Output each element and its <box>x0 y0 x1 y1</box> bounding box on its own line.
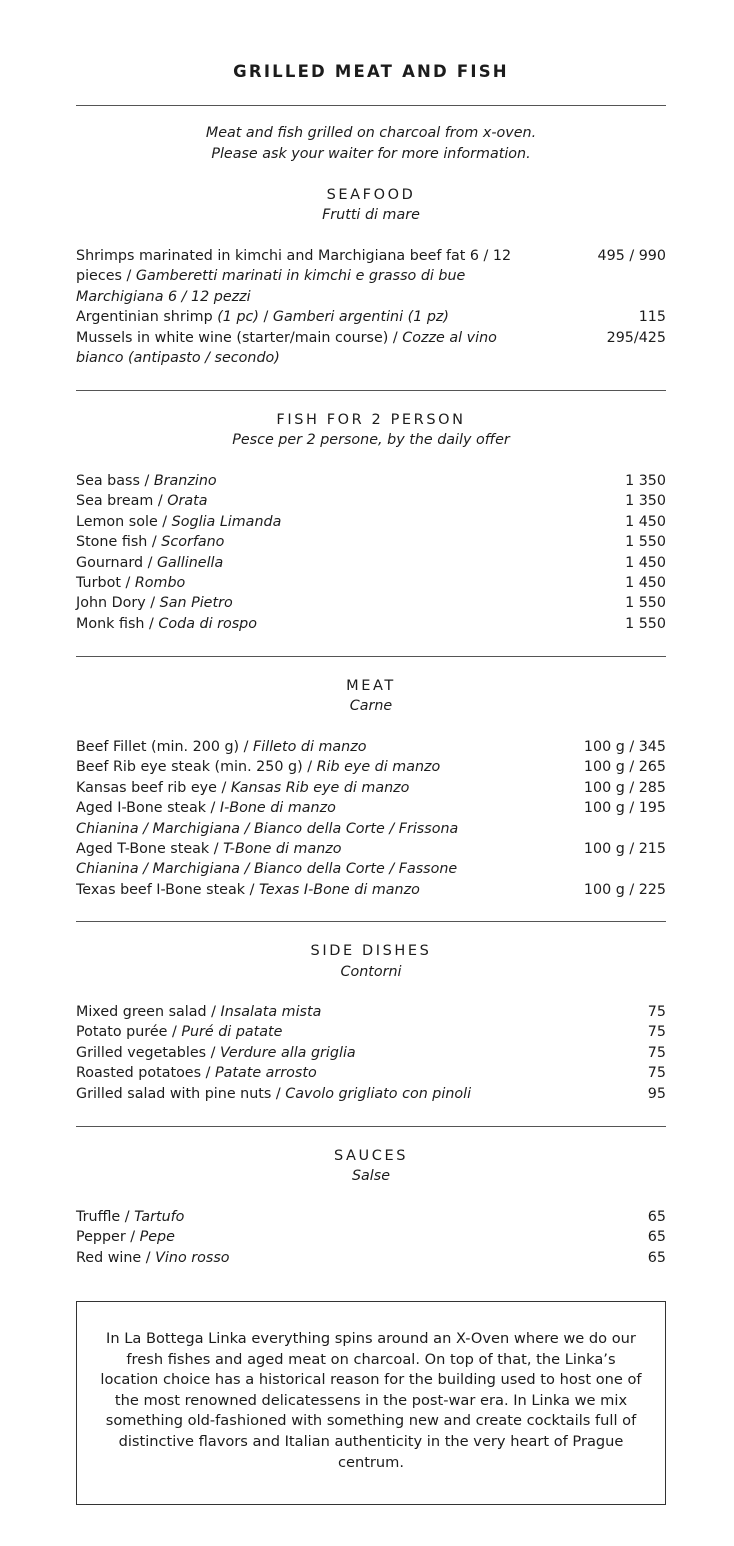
item-name: Kansas beef rib eye / <box>76 779 231 796</box>
item-price: 75 <box>647 1024 666 1041</box>
item-name-italian: Cavolo grigliato con pinoli <box>285 1085 472 1102</box>
menu-item <box>76 553 666 573</box>
item-name: Grilled vegetables / <box>76 1044 220 1061</box>
menu-item <box>76 1207 666 1227</box>
item-price: 95 <box>647 1085 666 1102</box>
about-box <box>76 1301 666 1505</box>
item-name-italian: Gallinella <box>156 554 224 571</box>
item-name-italian: Rib eye di manzo <box>316 759 441 776</box>
item-name-italian: Insalata mista <box>220 1004 322 1020</box>
item-name-italian: Rombo <box>134 575 186 592</box>
item-name: Potato purée / <box>76 1024 182 1041</box>
menu-item <box>76 880 666 900</box>
item-name: Roasted potatoes / <box>76 1065 215 1082</box>
item-name: Beef Fillet (min. 200 g) / <box>76 739 254 755</box>
divider <box>76 105 666 106</box>
section-subheading-meat: Carne <box>349 698 393 714</box>
page-title: GRILLED MEAT AND FISH <box>233 62 509 81</box>
item-price: 65 <box>647 1209 666 1225</box>
menu-item <box>76 1227 666 1247</box>
item-name: Lemon sole / <box>76 513 172 530</box>
menu-item <box>76 1022 666 1042</box>
section-heading-sauces: SAUCES <box>333 1148 409 1164</box>
item-name-italian: Verdure alla griglia <box>219 1044 356 1061</box>
item-name-italian: Orata <box>167 493 208 510</box>
menu-item <box>76 737 666 757</box>
menu-item <box>76 593 666 613</box>
item-name: Grilled salad with pine nuts / <box>76 1085 286 1102</box>
sides-list <box>76 1002 666 1104</box>
item-name: Beef Rib eye steak (min. 250 g) / <box>76 759 317 776</box>
section-subheading-sides: Contorni <box>340 964 402 980</box>
item-price: 100 g / 195 <box>583 800 666 817</box>
item-price: 75 <box>647 1004 666 1020</box>
item-separator: / <box>258 309 273 326</box>
item-price: 100 g / 225 <box>583 881 666 898</box>
item-price: 65 <box>647 1249 666 1266</box>
item-name-italian: Filleto di manzo <box>253 739 367 755</box>
item-name: Mussels in white wine (starter/main course) / <box>76 329 403 346</box>
item-name-italian: T-Bone di manzo <box>223 841 342 858</box>
item-price: 75 <box>647 1065 666 1082</box>
menu-item <box>76 1248 666 1268</box>
item-price: 295/425 <box>606 329 666 346</box>
item-name: Aged T-Bone steak / <box>76 841 224 858</box>
item-price: 100 g / 265 <box>583 759 666 776</box>
menu-item <box>76 839 666 859</box>
item-name: Gournard / <box>76 554 157 571</box>
item-price: 1 550 <box>625 615 666 632</box>
intro-text <box>76 123 666 165</box>
item-name-italian: Scorfano <box>161 534 225 551</box>
menu-item <box>76 246 666 307</box>
menu-item <box>76 573 666 593</box>
item-name: Stone fish / <box>76 534 162 551</box>
divider <box>76 390 666 391</box>
item-name-italian: San Pietro <box>159 595 233 612</box>
item-name-italian: Texas I-Bone di manzo <box>258 881 420 898</box>
item-name: Turbot / <box>76 575 135 592</box>
item-note: Chianina / Marchigiana / Bianco della Corte / Frissona <box>76 820 459 837</box>
section-subheading-fish: Pesce per 2 persone, by the daily offer <box>232 432 510 448</box>
item-name: Truffle / <box>76 1209 135 1225</box>
sauces-list <box>76 1207 666 1268</box>
item-name-italian: Pepe <box>139 1229 175 1246</box>
menu-item <box>76 328 666 369</box>
item-name: Aged I-Bone steak / <box>76 800 220 817</box>
item-name-italian: Tartufo <box>134 1209 185 1225</box>
section-subheading-sauces: Salse <box>351 1168 391 1184</box>
item-price: 115 <box>638 309 666 326</box>
item-name: Red wine / <box>76 1249 156 1266</box>
item-price: 75 <box>647 1044 666 1061</box>
item-note: Chianina / Marchigiana / Bianco della Corte / Fassone <box>76 861 458 878</box>
about-text: In La Bottega Linka everything spins around an X-Oven where we do our fresh fishes and aged meat on charcoal. On top of that, the Linka’s location choice has a historical reason for the building used to host one of the most renowned delicatessens in the post-war era. In Linka we mix something old-fashioned with something new and create cocktails full of distinctive flavors and Italian authenticity in the very heart of Prague centrum. <box>100 1330 642 1471</box>
item-name-italian: Puré di patate <box>181 1024 283 1041</box>
meat-list <box>76 737 666 900</box>
item-name-italian: Coda di rospo <box>158 615 257 632</box>
item-price: 495 / 990 <box>597 248 666 264</box>
item-price: 1 450 <box>625 554 666 571</box>
item-price: 1 350 <box>625 473 666 489</box>
divider <box>76 1126 666 1127</box>
item-price: 1 350 <box>625 493 666 510</box>
menu-item <box>76 1084 666 1104</box>
item-name-italian: Cozze al vino bianco (antipasto / secondo) <box>76 329 497 367</box>
item-price: 1 450 <box>625 575 666 592</box>
menu-item <box>76 614 666 634</box>
menu-item <box>76 471 666 491</box>
menu-item <box>76 1043 666 1063</box>
item-price: 1 550 <box>625 534 666 551</box>
item-name-italian: Kansas Rib eye di manzo <box>230 779 410 796</box>
item-name-italian: I-Bone di manzo <box>219 800 336 817</box>
section-subheading-seafood: Frutti di mare <box>322 207 420 223</box>
item-name: Sea bass / <box>76 473 154 489</box>
divider <box>76 921 666 922</box>
menu-item <box>76 491 666 511</box>
item-qty-italic: (1 pc) <box>217 309 259 326</box>
item-name-italian: Vino rosso <box>155 1249 230 1266</box>
intro-line: Please ask your waiter for more information. <box>211 146 531 162</box>
menu-item <box>76 798 666 818</box>
item-name: Sea bream / <box>76 493 168 510</box>
section-heading-meat: MEAT <box>346 678 396 694</box>
menu-item <box>76 512 666 532</box>
item-name: Monk fish / <box>76 615 159 632</box>
item-name: Shrimps marinated in kimchi and Marchigiana beef fat 6 / 12 pieces / <box>76 248 512 285</box>
item-name: Texas beef I-Bone steak / <box>76 881 259 898</box>
menu-item <box>76 1002 666 1022</box>
item-name-italian: Soglia Limanda <box>171 513 282 530</box>
item-price: 100 g / 285 <box>583 779 666 796</box>
item-price: 100 g / 345 <box>583 739 666 755</box>
item-name-italian: Branzino <box>153 473 217 489</box>
menu-item <box>76 757 666 777</box>
section-heading-sides: SIDE DISHES <box>310 943 432 959</box>
item-price: 65 <box>647 1229 666 1246</box>
menu-item <box>76 532 666 552</box>
intro-line: Meat and fish grilled on charcoal from x-oven. <box>205 125 537 141</box>
item-price: 100 g / 215 <box>583 841 666 858</box>
item-name-italian: Patate arrosto <box>214 1065 317 1082</box>
menu-item <box>76 778 666 798</box>
fish-list <box>76 471 666 634</box>
item-price: 1 450 <box>625 513 666 530</box>
item-name: Pepper / <box>76 1229 140 1246</box>
section-heading-fish: FISH FOR 2 PERSON <box>276 412 466 428</box>
item-name-italian: Gamberetti marinati in kimchi e grasso di bue Marchigiana 6 / 12 pezzi <box>76 268 466 305</box>
menu-item <box>76 1063 666 1083</box>
menu-item <box>76 307 666 327</box>
item-price: 1 550 <box>625 595 666 612</box>
seafood-list <box>76 246 666 368</box>
item-name: Argentinian shrimp <box>76 309 218 326</box>
item-name-italian: Gamberi argentini (1 pz) <box>272 309 450 326</box>
divider <box>76 656 666 657</box>
section-heading-seafood: SEAFOOD <box>326 187 416 203</box>
item-name: John Dory / <box>76 595 160 612</box>
item-name: Mixed green salad / <box>76 1004 221 1020</box>
